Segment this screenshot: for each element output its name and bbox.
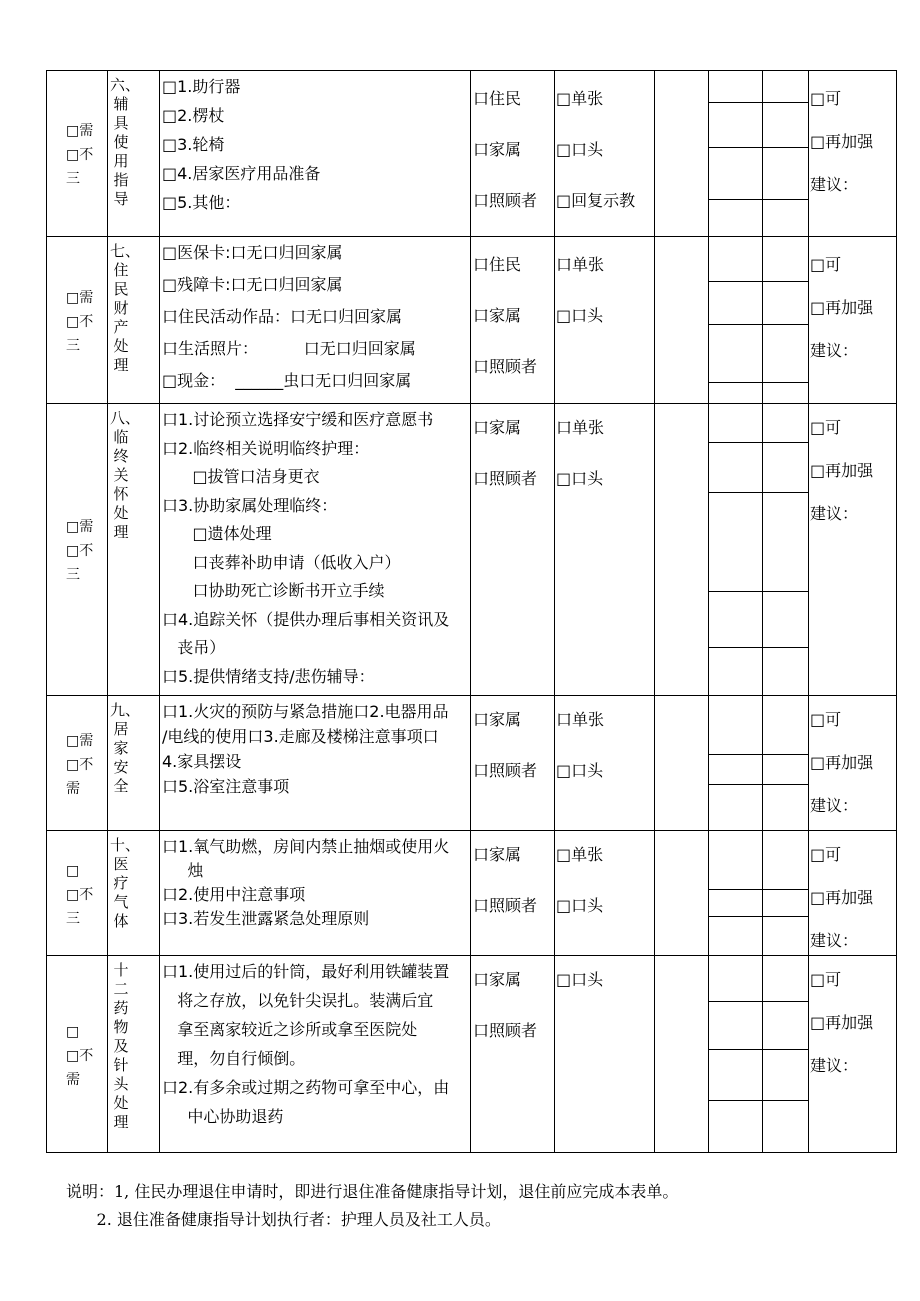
method-option: □口头 [556,896,604,915]
result-option: □可 [810,255,842,274]
guidance-item: 口2.临终相关说明临终护理： [162,438,370,458]
section-title: 十、医疗气体 [110,836,141,930]
result-option: 建议： [810,931,859,950]
section-title: 九、居家安全 [110,701,141,795]
target-option: 口住民 [473,89,522,108]
result-option: □再加强 [810,132,874,151]
guidance-item: 口5.浴室注意事项 [162,777,290,796]
guidance-item: □遗体处理 [162,524,272,543]
record-cell-border [708,754,809,755]
column-border [654,70,655,1153]
result-option: 建议： [810,796,859,815]
target-option: 口住民 [473,255,522,274]
record-cell-border [708,1049,809,1050]
guidance-item: □残障卡:口无口归回家属 [162,275,343,294]
result-option: □再加强 [810,753,874,772]
need-option: □需 [66,519,94,535]
result-option: □再加强 [810,298,874,317]
method-option: □单张 [556,89,604,108]
record-cell-border [708,647,809,648]
method-option: □口头 [556,469,604,488]
need-option: □ [66,1023,80,1040]
note-line-2: 2. 退住准备健康指导计划执行者：护理人员及社工人员。 [66,1210,501,1229]
result-option: 建议： [810,504,859,523]
need-option: 三 [66,910,80,927]
notes [66,1178,678,1234]
guidance-item: 口丧葬补助申请（低收入户） [162,552,401,572]
row-border [46,236,897,237]
column-border [107,70,108,1153]
column-border [896,70,897,1153]
note-line-1: 说明：1, 住民办理退住申请时，即进行退住准备健康指导计划，退住前应完成本表单。 [66,1182,679,1201]
result-option: □再加强 [810,1013,874,1032]
need-option: □需 [66,732,94,749]
guidance-item: □2.楞杖 [162,106,225,125]
row-border [46,403,897,404]
target-option: 口家属 [473,970,522,989]
method-option: □口头 [556,761,604,780]
row-border [46,830,897,831]
target-option: 口照顾者 [473,357,538,376]
need-option: □不 [66,886,94,903]
target-option: 口照顾者 [473,896,538,915]
need-option: 需 [66,1071,80,1088]
target-option: 口照顾者 [473,761,538,780]
guidance-item: 口3.若发生泄露紧急处理原则 [162,909,370,928]
result-option: □可 [810,418,842,437]
guidance-item: 理，勿自行倾倒。 [162,1049,306,1068]
record-cell-border [708,1001,809,1002]
column-border [808,70,809,1153]
column-border [554,70,555,1153]
need-option: 三 [66,567,80,583]
need-option: □不 [66,1047,94,1064]
target-option: 口家属 [473,710,522,729]
guidance-item: 口1.氧气助燃，房间内禁止抽烟或使用火 [162,837,450,856]
need-option: □需 [66,289,94,306]
section-title: 八、临终关怀处理 [110,409,141,541]
record-cell-border [708,147,809,148]
target-option: 口家属 [473,418,522,437]
record-cell-border [708,591,809,592]
discharge-guidance-table [46,70,896,1152]
target-option: 口家属 [473,306,522,325]
guidance-item: □4.居家医疗用品准备 [162,164,321,183]
guidance-item: 口1.火灾的预防与紧急措施口2.电器用品 [162,702,449,721]
section-title: 六、辅具使用指导 [110,76,141,208]
guidance-item: 口1.使用过后的针筒，最好利用铁罐装置 [162,962,450,981]
guidance-item: 丧吊） [162,638,226,657]
record-cell-border [708,324,809,325]
record-cell-border [708,492,809,493]
result-option: □再加强 [810,888,874,907]
need-option: □不 [66,756,94,773]
record-cell-border [708,889,809,890]
row-border [46,695,897,696]
column-border [470,70,471,1153]
guidance-item: □3.轮椅 [162,135,225,154]
record-cell-border [708,1100,809,1101]
result-option: 建议： [810,341,859,360]
need-option: □ [66,862,80,879]
record-cell-border [708,382,809,383]
need-option: □不 [66,147,94,163]
guidance-item: 口生活照片： 口无口归回家属 [162,339,416,358]
result-option: □可 [810,970,842,989]
section-title: 七、住民财产处理 [110,242,141,374]
record-cell-border [708,916,809,917]
result-option: □可 [810,710,842,729]
guidance-item: □1.助行器 [162,77,241,96]
guidance-item: 口5.提供情绪支持/悲伤辅导： [162,666,375,686]
method-option: □口头 [556,970,604,989]
guidance-item: □拔管口洁身更衣 [162,467,320,486]
column-border [159,70,160,1153]
row-border [46,955,897,956]
record-cell-border [708,102,809,103]
guidance-item: 口2.使用中注意事项 [162,885,306,904]
result-option: □再加强 [810,461,874,480]
row-border [46,70,897,71]
column-border [708,70,709,1153]
guidance-item: 将之存放，以免针尖误扎。装满后宜 [162,991,434,1010]
target-option: 口照顾者 [473,469,538,488]
need-option: 三 [66,337,80,354]
column-border [762,70,763,1153]
record-cell-border [708,784,809,785]
target-option: 口家属 [473,140,522,159]
guidance-item: 口住民活动作品：口无口归回家属 [162,307,403,326]
method-option: □单张 [556,845,604,864]
record-cell-border [708,199,809,200]
target-option: 口家属 [473,845,522,864]
result-option: 建议： [810,175,859,194]
guidance-item: 口3.协助家属处理临终： [162,495,338,515]
column-border [46,70,47,1153]
result-option: □可 [810,89,842,108]
need-option: 需 [66,780,80,797]
guidance-item: □医保卡:口无口归回家属 [162,243,343,262]
result-option: □可 [810,845,842,864]
method-option: □口头 [556,306,604,325]
row-border [46,1152,897,1153]
need-option: 三 [66,171,80,187]
need-option: □不 [66,313,94,330]
target-option: 口照顾者 [473,1021,538,1040]
guidance-item: /电线的使用口3.走廊及楼梯注意事项口 [162,727,439,746]
section-title: 十二药物及针头处理 [113,961,129,1131]
guidance-item: 拿至离家较近之诊所或拿至医院处 [162,1020,418,1039]
method-option: □回复示教 [556,191,636,210]
method-option: 口单张 [556,418,605,437]
record-cell-border [708,442,809,443]
guidance-item: 烛 [162,861,204,880]
guidance-item: 口协助死亡诊断书开立手续 [162,581,385,600]
need-option: □不 [66,543,94,559]
result-option: 建议： [810,1056,859,1075]
guidance-item: 中心协助退药 [162,1107,284,1126]
guidance-item: 口1.讨论预立选择安宁缓和医疗意愿书 [162,410,434,429]
record-cell-border [708,281,809,282]
target-option: 口照顾者 [473,191,538,210]
need-option: □需 [66,123,94,139]
guidance-item: 口2.有多余或过期之药物可拿至中心，由 [162,1078,450,1097]
guidance-item: □5.其他： [162,193,241,212]
method-option: 口单张 [556,710,605,729]
guidance-item: □现金： ______虫口无口归回家属 [162,371,412,390]
guidance-item: 口4.追踪关怀（提供办理后事相关资讯及 [162,609,450,629]
guidance-item: 4.家具摆设 [162,752,242,771]
method-option: 口单张 [556,255,605,274]
method-option: □口头 [556,140,604,159]
